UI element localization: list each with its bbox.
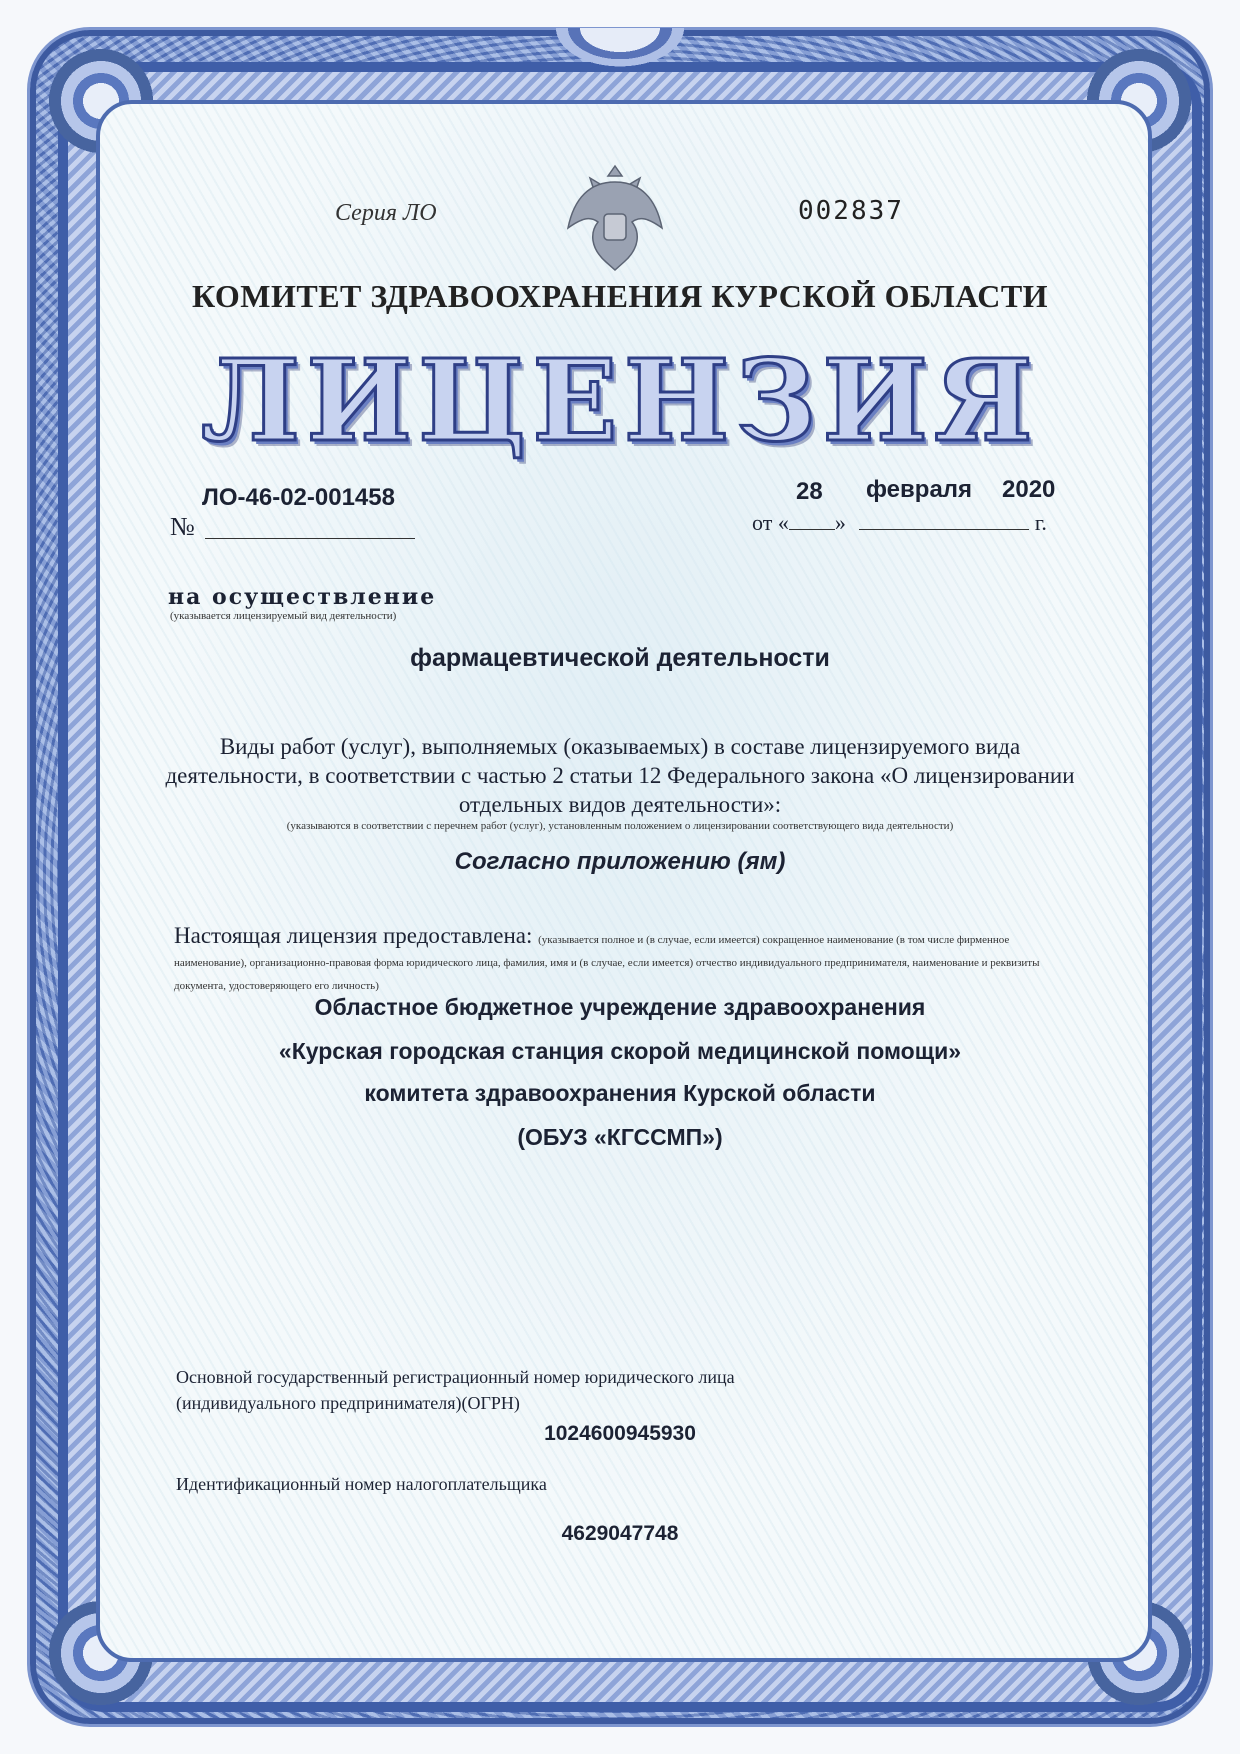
activity-hint: (указывается лицензируемый вид деятельности): [170, 610, 397, 622]
date-suffix: г.: [1034, 510, 1047, 535]
license-month: февраля: [866, 476, 973, 503]
coat-of-arms-icon: [560, 158, 670, 274]
license-day: 28: [796, 478, 823, 505]
org-line-4: (ОБУЗ «КГССМП»): [517, 1124, 723, 1150]
date-prefix: от «: [752, 510, 789, 535]
date-mid: »: [834, 510, 846, 535]
date-row: [752, 510, 1047, 536]
ogrn-value: 1024600945930: [544, 1422, 696, 1445]
org-line-3: комитета здравоохранения Курской области: [364, 1080, 876, 1106]
inn-label: Идентификационный номер налогоплательщика: [176, 1474, 547, 1494]
activity-value: фармацевтической деятельности: [410, 644, 830, 672]
issuer-title: КОМИТЕТ ЗДРАВООХРАНЕНИЯ КУРСКОЙ ОБЛАСТИ: [191, 278, 1049, 314]
kinds-text: Виды работ (услуг), выполняемых (оказываемых) в составе лицензируемого вида деятельности, в соответствии с частью 2 статьи 12 Федерального закона «О лицензировании отдельных видов деятельности»:: [165, 734, 1075, 817]
org-line-2: «Курская городская станция скорой медицинской помощи»: [278, 1038, 962, 1064]
number-underline: [205, 538, 415, 539]
document-title: ЛИЦЕНЗИЯ: [201, 336, 1039, 467]
ogrn-label: Основной государственный регистрационный номер юридического лица (индивидуального предпринимателя)(ОГРН): [176, 1367, 735, 1413]
activity-lead: на осуществление: [168, 584, 437, 610]
grant-lead: Настоящая лицензия предоставлена:: [174, 923, 533, 948]
kinds-value: Согласно приложению (ям): [454, 848, 786, 875]
org-line-1: Областное бюджетное учреждение здравоохранения: [314, 994, 926, 1020]
grant-block: [174, 925, 1084, 994]
kinds-hint: (указываются в соответствии с перечнем работ (услуг), установленным положением о лицензировании соответствующего вида деятельности): [286, 820, 954, 832]
series-label: Серия ЛО: [335, 200, 437, 226]
license-year: 2020: [1002, 476, 1056, 503]
license-number: ЛО-46-02-001458: [202, 484, 395, 511]
grant-hint: (указывается полное и (в случае, если имеется) сокращенное наименование (в том числе фирменное наименование), организационно-правовая форма юридического лица, фамилия, имя и (в случае, если имеется) отчество индивидуального предпринимателя, наименование и реквизиты документа, удостоверяющего его личность): [174, 934, 1040, 992]
inn-value: 4629047748: [561, 1522, 679, 1545]
number-sign: №: [170, 512, 195, 541]
form-number: 002837: [798, 196, 904, 226]
